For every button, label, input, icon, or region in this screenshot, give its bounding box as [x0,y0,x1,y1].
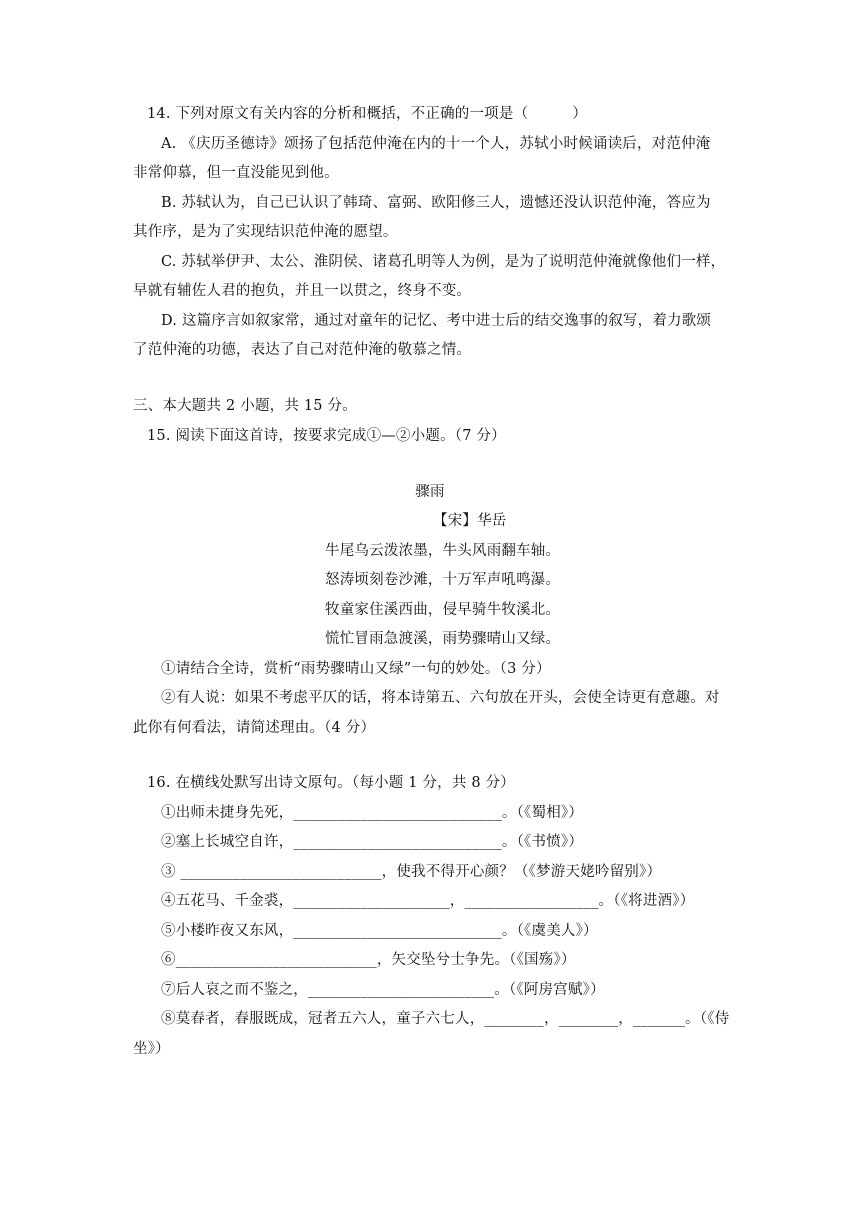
poem-line: 牛尾乌云泼浓墨，牛头风雨翻车轴。 [325,543,561,559]
poem-title: 骤雨 [415,484,445,500]
poem-author: 【宋】华岳 [433,513,507,529]
q15-subquestion-2-line2: 此你有何看法，请简述理由。（4 分） [133,720,376,736]
poem-line: 慌忙冒雨急渡溪，雨势骤晴山又绿。 [325,631,561,647]
q14-option-b-line1: B. 苏轼认为，自己已认识了韩琦、富弼、欧阳修三人，遗憾还没认识范仲淹，答应为 [161,195,711,211]
q14-option-b-line2: 其作序，是为了实现结识范仲淹的愿望。 [133,224,398,240]
q14-option-d-line1: D. 这篇序言如叙家常，通过对童年的记忆、考中进士后的结交逸事的叙写，着力歌颂 [161,313,712,329]
q16-item: ⑧莫春者，春服既成，冠者五六人，童子六七人，________，________，_______。（《侍 [161,1011,730,1027]
q14-option-a-line2: 非常仰慕，但一直没能见到他。 [133,165,339,181]
q16-item: ⑤小楼昨夜又东风，____________________________。（《虞美人》） [161,923,598,939]
q14-option-a-line1: A. 《庆历圣德诗》颂扬了包括范仲淹在内的十一个人，苏轼小时候诵读后，对范仲淹 [161,136,711,152]
q14-option-d-line2: 了范仲淹的功德，表达了自己对范仲淹的敬慕之情。 [133,342,472,358]
q16-item: ⑥___________________________，矢交坠兮士争先。（《国殇》） [161,952,576,968]
q16-item: ②塞上长城空自许，____________________________。（《书愤》） [161,834,584,850]
q16-item: ①出师未捷身先死，____________________________。（《蜀相》） [161,805,584,821]
poem-line: 牧童家住溪西曲，侵早骑牛牧溪北。 [325,602,561,618]
q15-subquestion-2-line1: ②有人说：如果不考虑平仄的话，将本诗第五、六句放在开头，会使全诗更有意趣。对 [161,690,720,706]
q14-stem: 14. 下列对原文有关内容的分析和概括，不正确的一项是（ ） [147,106,588,122]
q16-stem: 16. 在横线处默写出诗文原句。（每小题 1 分，共 8 分） [147,775,516,791]
poem-line: 怒涛顷刻卷沙滩，十万军声吼鸣瀑。 [325,572,561,588]
q16-item: ④五花马、千金裘，_____________________，__________________。（《将进酒》） [161,893,695,909]
q15-stem: 15. 阅读下面这首诗，按要求完成①—②小题。（7 分） [147,428,506,444]
q14-option-c-line2: 早就有辅佐人君的抱负，并且一以贯之，终身不变。 [133,283,472,299]
q15-subquestion-1: ①请结合全诗，赏析“雨势骤晴山又绿”一句的妙处。（3 分） [161,661,551,677]
section3-heading: 三、本大题共 2 小题，共 15 分。 [133,398,357,414]
q14-option-c-line1: C. 苏轼举伊尹、太公、淮阴侯、诸葛孔明等人为例，是为了说明范仲淹就像他们一样， [161,254,726,270]
q16-item8-line2: 坐》） [133,1041,170,1057]
q16-item: ③ ___________________________，使我不得开心颜？（《梦游天姥吟留别》） [161,864,662,880]
q16-item: ⑦后人哀之而不鉴之，_________________________。（《阿房宫赋》） [161,982,605,998]
